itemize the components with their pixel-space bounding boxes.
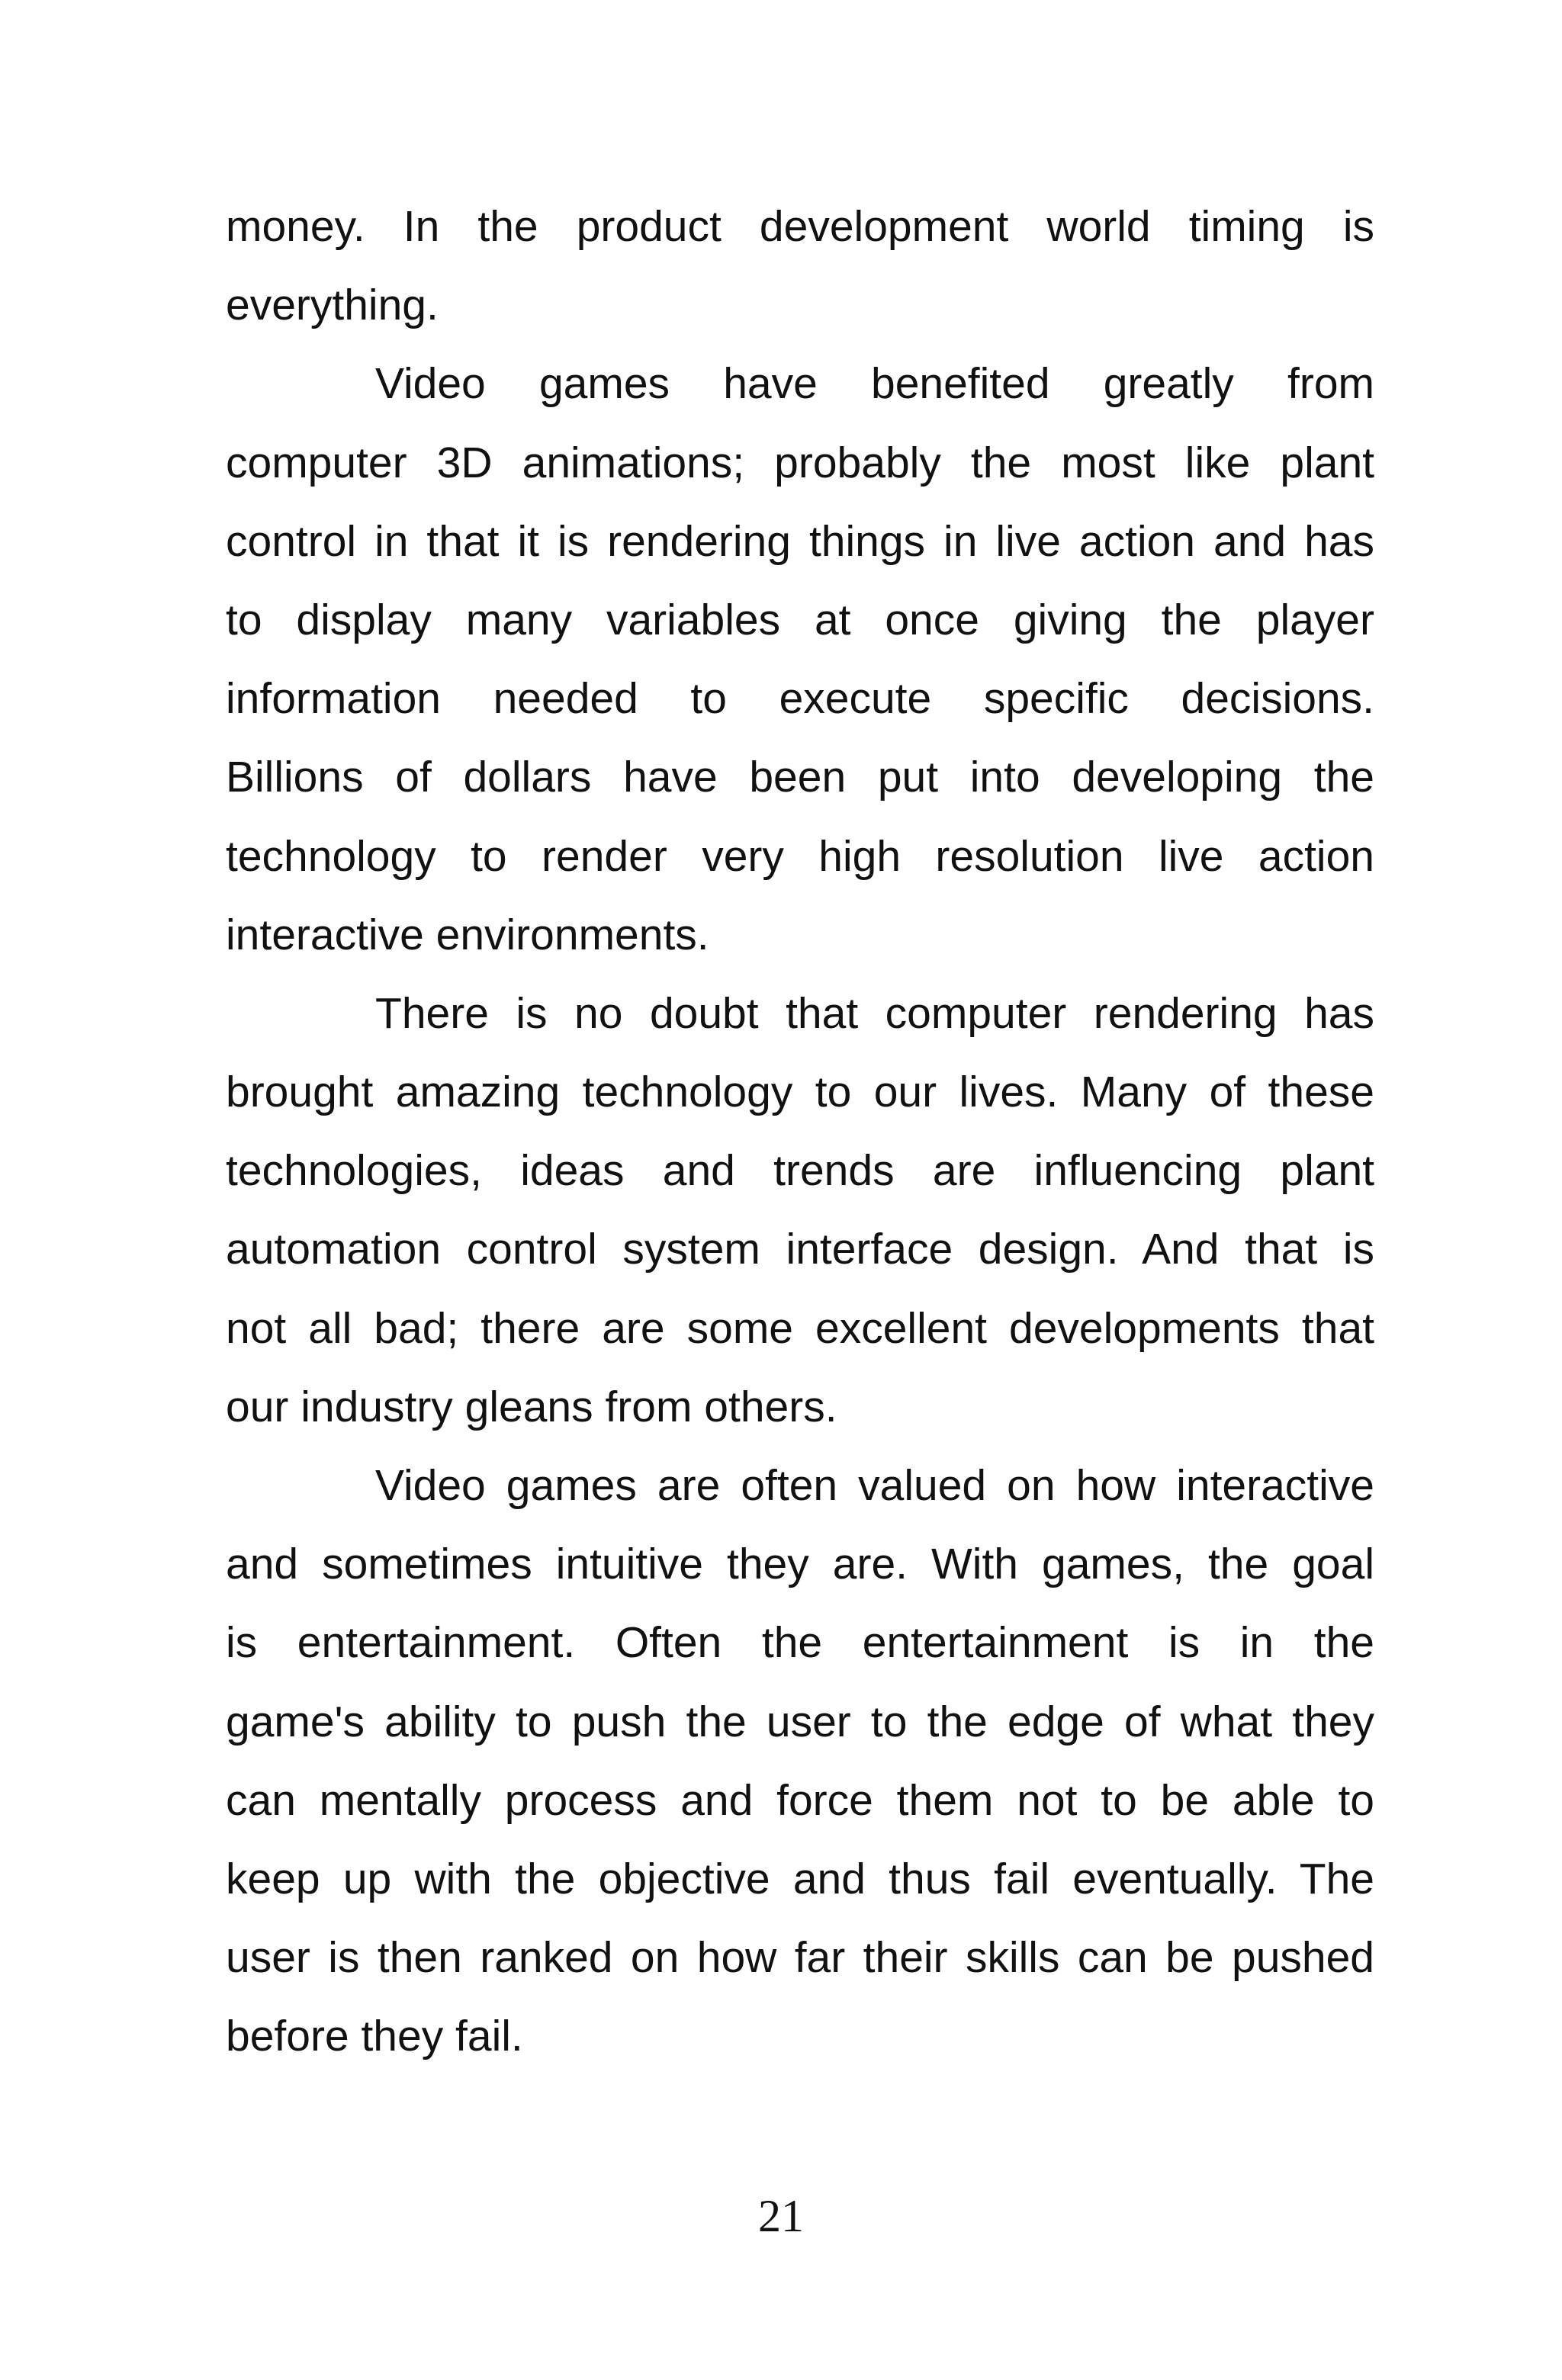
paragraph-4-line-4: game's ability to push the user to the edge of what they <box>226 1697 1374 1746</box>
paragraph-2-line-7: technology to render very high resolution live action <box>226 831 1374 881</box>
paragraph-4-line-2: and sometimes intuitive they are. With games, the goal <box>226 1540 1374 1589</box>
paragraph-3-line-3: technologies, ideas and trends are influencing plant <box>226 1146 1374 1196</box>
page-number: 21 <box>758 2191 804 2241</box>
paragraph-2-line-1: Video games have benefited greatly from <box>375 359 1374 409</box>
paragraph-4-line-3: is entertainment. Often the entertainment is in the <box>226 1618 1374 1668</box>
paragraph-3-line-2: brought amazing technology to our lives. Many of these <box>226 1068 1374 1117</box>
paragraph-4-line-1: Video games are often valued on how interactive <box>375 1461 1374 1510</box>
paragraph-2-line-3: control in that it is rendering things in live action and has <box>226 516 1374 566</box>
paragraph-3-line-6: our industry gleans from others. <box>226 1382 837 1431</box>
paragraph-2-line-5: information needed to execute specific decisions. <box>226 674 1374 724</box>
paragraph-3-line-5: not all bad; there are some excellent developments that <box>226 1303 1374 1353</box>
paragraph-4-line-7: user is then ranked on how far their skills can be pushed <box>226 1933 1374 1983</box>
paragraph-3-line-1: There is no doubt that computer rendering has <box>375 988 1374 1038</box>
body-text <box>226 188 1374 2076</box>
paragraph-3-line-4: automation control system interface design. And that is <box>226 1225 1374 1274</box>
paragraph-4-line-5: can mentally process and force them not to be able to <box>226 1775 1374 1825</box>
paragraph-4-line-8: before they fail. <box>226 2012 523 2061</box>
paragraph-2-line-8: interactive environments. <box>226 910 709 959</box>
paragraph-2-line-2: computer 3D animations; probably the most like plant <box>226 438 1374 487</box>
paragraph-2-line-6: Billions of dollars have been put into developing the <box>226 753 1374 802</box>
paragraph-2-line-4: to display many variables at once giving the player <box>226 595 1374 644</box>
paragraph-4-line-6: keep up with the objective and thus fail eventually. The <box>226 1854 1374 1903</box>
paragraph-1-line-2: everything. <box>226 281 439 330</box>
paragraph-1-line-1: money. In the product development world timing is <box>226 202 1374 251</box>
